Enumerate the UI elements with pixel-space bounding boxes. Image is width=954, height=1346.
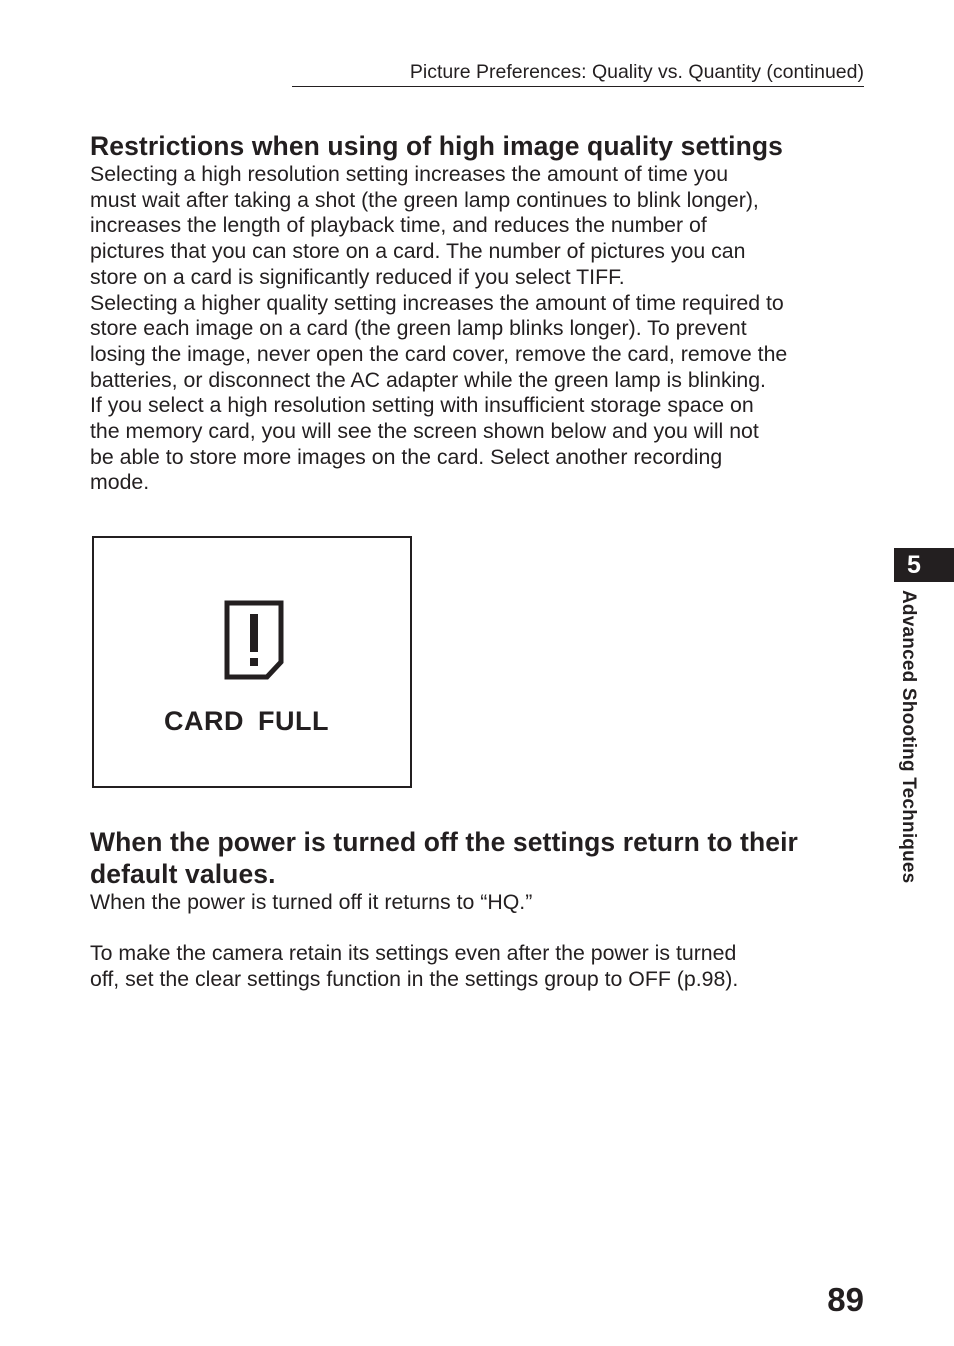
body-line: To make the camera retain its settings even after the power is turned	[90, 941, 737, 966]
body-line: Selecting a higher quality setting increases the amount of time required to	[90, 290, 784, 315]
section-heading: Restrictions when using of high image quality settings	[90, 131, 784, 161]
page-number: 89	[827, 1281, 864, 1318]
section-heading-line: default values.	[90, 859, 276, 889]
chapter-tab	[894, 548, 954, 582]
chapter-number: 5	[907, 551, 921, 579]
body-line: Selecting a high resolution setting increases the amount of time you	[90, 162, 729, 186]
body-line: the memory card, you will see the screen shown below and you will not	[90, 419, 759, 444]
restrictions-section	[90, 130, 868, 496]
body-line: store each image on a card (the green lamp blinks longer). To prevent	[90, 316, 747, 341]
body-line: If you select a high resolution setting with insufficient storage space on	[90, 393, 754, 418]
chapter-title-vertical: Advanced Shooting Techniques	[898, 590, 919, 884]
power-off-section	[90, 826, 868, 993]
body-line: store on a card is significantly reduced if you select TIFF.	[90, 264, 625, 289]
lcd-screen-illustration	[92, 536, 412, 788]
running-header: Picture Preferences: Quality vs. Quantity (continued)	[292, 58, 864, 87]
card-full-message: CARD FULL	[164, 706, 329, 736]
body-line: be able to store more images on the card. Select another recording	[90, 444, 723, 469]
body-line: must wait after taking a shot (the green lamp continues to blink longer),	[90, 187, 759, 212]
body-line: batteries, or disconnect the AC adapter while the green lamp is blinking.	[90, 367, 766, 392]
paragraph-spacer	[90, 916, 868, 942]
body-line: losing the image, never open the card cover, remove the card, remove the	[90, 341, 788, 366]
card-warning-icon	[224, 600, 284, 680]
body-line: increases the length of playback time, and reduces the number of	[90, 213, 707, 238]
body-line: When the power is turned off it returns to “HQ.”	[90, 890, 533, 914]
body-line: off, set the clear settings function in the settings group to OFF (p.98).	[90, 967, 739, 992]
body-line: pictures that you can store on a card. The number of pictures you can	[90, 239, 746, 264]
section-heading-line: When the power is turned off the settings return to their	[90, 827, 798, 857]
body-line: mode.	[90, 470, 150, 495]
